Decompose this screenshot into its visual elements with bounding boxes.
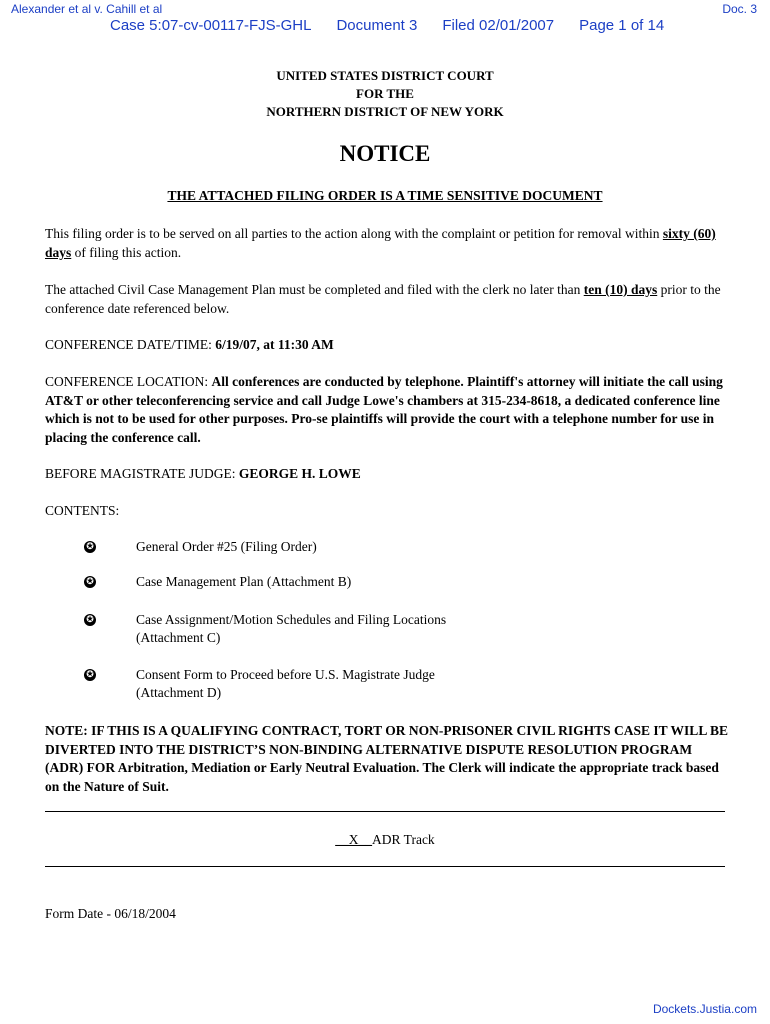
divider-bottom [45, 866, 725, 867]
adr-note: NOTE: IF THIS IS A QUALIFYING CONTRACT, TORT OR NON-PRISONER CIVIL RIGHTS CASE IT WILL BE DIVERTED INTO THE DISTRICT’S NON-BINDING ALTERNATIVE DISPUTE RESOLUTION PROGRAM (ADR) FOR Arbitration, Mediation or Early Neutral Evaluation. The Clerk will indicate the appropriate track based on the Nature of Suit. [45, 723, 728, 794]
page-indicator: Page 1 of 14 [579, 17, 665, 34]
court-name-line1: UNITED STATES DISTRICT COURT [276, 68, 494, 83]
contents-item-continuation: (Attachment D) [136, 685, 222, 700]
case-name-link[interactable]: Alexander et al v. Cahill et al [11, 2, 163, 16]
conference-location-label: CONFERENCE LOCATION: [45, 374, 212, 389]
contents-item: Case Management Plan (Attachment B) [136, 574, 352, 589]
divider-top [45, 811, 725, 812]
court-name-line2: FOR THE [356, 86, 414, 101]
form-date: Form Date - 06/18/2004 [45, 906, 176, 921]
contents-item: Consent Form to Proceed before U.S. Magistrate Judge [136, 667, 435, 682]
magistrate-judge-name: GEORGE H. LOWE [238, 466, 361, 481]
conference-datetime-value: 6/19/07, at 11:30 AM [215, 337, 334, 352]
doc-number-link[interactable]: Doc. 3 [722, 2, 757, 16]
service-text-a: This filing order is to be served on all parties to the action along with the complaint or petition for removal within [45, 226, 663, 241]
document-number: Document 3 [336, 17, 418, 34]
service-deadline: sixty (60) days [45, 226, 716, 260]
contents-item: General Order #25 (Filing Order) [136, 539, 317, 554]
contents-label: CONTENTS: [45, 503, 120, 518]
conference-datetime-label: CONFERENCE DATE/TIME: [45, 337, 216, 352]
contents-item: Case Assignment/Motion Schedules and Filing Locations [136, 612, 447, 627]
conference-location [45, 373, 730, 447]
plan-text-a: The attached Civil Case Management Plan must be completed and filed with the clerk no later than [45, 282, 584, 297]
court-name-line3: NORTHERN DISTRICT OF NEW YORK [266, 104, 504, 119]
notice-subtitle: THE ATTACHED FILING ORDER IS A TIME SENSITIVE DOCUMENT [167, 188, 603, 203]
bullet-star-icon: ✪ [84, 576, 96, 588]
notice-title: NOTICE [339, 141, 431, 166]
bullet-star-icon: ✪ [84, 669, 96, 681]
adr-track-mark: __X__ [335, 832, 373, 847]
justia-footer-link[interactable]: Dockets.Justia.com [652, 1002, 757, 1016]
plan-paragraph [45, 281, 735, 318]
service-text-b: of filing this action. [71, 244, 182, 260]
plan-text-b: prior to the conference date referenced below. [45, 282, 721, 316]
adr-track-label: ADR Track [372, 832, 435, 847]
magistrate-judge [45, 465, 735, 484]
case-number: Case 5:07-cv-00117-FJS-GHL [110, 17, 312, 34]
filed-date: Filed 02/01/2007 [442, 17, 555, 34]
case-header [110, 17, 664, 34]
adr-track [0, 832, 770, 848]
contents-item-continuation: (Attachment C) [136, 630, 221, 645]
plan-deadline: ten (10) days [583, 282, 658, 297]
magistrate-judge-label: BEFORE MAGISTRATE JUDGE: [45, 466, 239, 481]
bullet-star-icon: ✪ [84, 614, 96, 626]
conference-location-value: All conferences are conducted by telephone. Plaintiff's attorney will initiate the call using AT&T or other teleconferencing service and call Judge Lowe's chambers at 315-234-8618, a dedicated conference line which is not to be used for other purposes. Pro-se plaintiffs will provide the court with a telephone number for use in placing the conference call. [45, 374, 723, 445]
bullet-star-icon: ✪ [84, 541, 96, 553]
conference-datetime [45, 336, 735, 355]
service-paragraph [45, 225, 735, 262]
